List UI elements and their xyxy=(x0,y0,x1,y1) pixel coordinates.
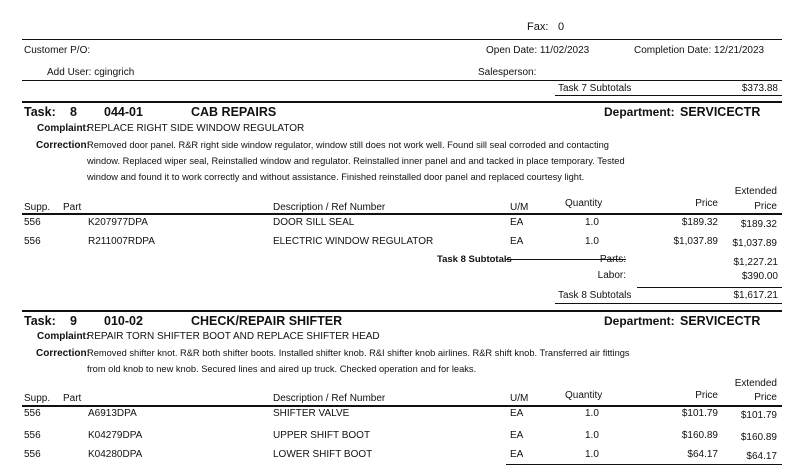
row-description: UPPER SHIFT BOOT xyxy=(273,430,371,441)
row-um: EA xyxy=(510,236,524,247)
task8-correction-line-1: Removed door panel. R&R right side window regulator, window still does not work well. Found sill seal corroded and contacting xyxy=(87,140,609,150)
row-supp: 556 xyxy=(24,217,41,228)
row-um: EA xyxy=(510,449,524,460)
task8-col-supp: Supp. xyxy=(24,202,51,213)
task7-subtotal-value: $373.88 xyxy=(741,83,778,94)
task7-subtotal-label: Task 7 Subtotals xyxy=(558,83,632,94)
row-extended: $101.79 xyxy=(740,410,777,421)
task8-task-label: Task: xyxy=(24,105,56,119)
row-description: ELECTRIC WINDOW REGULATOR xyxy=(273,236,434,247)
row-price: $189.32 xyxy=(681,217,718,228)
task8-number: 8 xyxy=(70,105,77,119)
fax-value: 0 xyxy=(558,21,565,33)
row-extended: $189.32 xyxy=(740,219,777,230)
task8-labor-value: $390.00 xyxy=(741,271,778,282)
task8-total-overline xyxy=(637,287,782,288)
task9-task-label: Task: xyxy=(24,314,56,328)
row-extended: $64.17 xyxy=(746,451,777,462)
row-part: R211007RDPA xyxy=(88,236,155,247)
row-extended: $1,037.89 xyxy=(732,238,777,249)
task9-rule xyxy=(22,310,782,312)
customer-po-label: Customer P/O: xyxy=(24,45,91,56)
task8-total-value: $1,617.21 xyxy=(733,290,778,301)
task9-correction-label: Correction: xyxy=(36,348,90,359)
row-description: LOWER SHIFT BOOT xyxy=(273,449,373,460)
row-quantity: 1.0 xyxy=(585,449,599,460)
task8-correction-line-2: window. Replaced wiper seal, Reinstalled window and regulator. Reinstalled inner panel and and tacked in place temporary. Tested xyxy=(87,156,625,166)
row-supp: 556 xyxy=(24,236,41,247)
task8-col-description: Description / Ref Number xyxy=(273,202,386,213)
row-price: $160.89 xyxy=(681,430,718,441)
row-part: K04279DPA xyxy=(88,430,143,441)
task9-complaint: REPAIR TORN SHIFTER BOOT AND REPLACE SHIFTER HEAD xyxy=(87,331,380,342)
row-description: DOOR SILL SEAL xyxy=(273,217,355,228)
task9-col-extended: Extended xyxy=(734,378,777,389)
task9-department-label: Department: xyxy=(604,314,675,328)
header-rule-bottom xyxy=(22,80,782,81)
completion-date: Completion Date: 12/21/2023 xyxy=(634,45,765,56)
row-extended: $160.89 xyxy=(740,432,777,443)
row-quantity: 1.0 xyxy=(585,217,599,228)
task8-parts-value: $1,227.21 xyxy=(733,257,778,268)
task9-col-supp: Supp. xyxy=(24,393,51,404)
task8-department-label: Department: xyxy=(604,105,675,119)
task8-total-label: Task 8 Subtotals xyxy=(558,290,632,301)
task9-col-extended-price: Price xyxy=(754,392,777,403)
salesperson-label: Salesperson: xyxy=(478,67,537,78)
task8-parts-label: Parts: xyxy=(599,254,626,265)
task8-col-price: Price xyxy=(695,198,718,209)
task9-col-um: U/M xyxy=(510,393,529,404)
task9-correction-line-1: Removed shifter knot. R&R both shifter boots. Installed shifter knob. R&I shifter knob airlines. R&R shift knob. Transferred air fittings xyxy=(87,348,630,358)
row-part: K04280DPA xyxy=(88,449,143,460)
row-quantity: 1.0 xyxy=(585,408,599,419)
task8-col-um: U/M xyxy=(510,202,529,213)
task8-total-underline xyxy=(555,303,782,304)
task8-col-part: Part xyxy=(63,202,82,213)
fax-label: Fax: xyxy=(527,21,549,33)
row-supp: 556 xyxy=(24,408,41,419)
add-user: Add User: cgingrich xyxy=(47,67,135,78)
task9-col-description: Description / Ref Number xyxy=(273,393,386,404)
task8-code: 044-01 xyxy=(104,105,143,119)
row-price: $1,037.89 xyxy=(673,236,718,247)
task9-bottom-rule xyxy=(506,464,782,465)
row-quantity: 1.0 xyxy=(585,430,599,441)
task9-name: CHECK/REPAIR SHIFTER xyxy=(191,314,343,328)
task8-rule xyxy=(22,101,782,103)
row-supp: 556 xyxy=(24,449,41,460)
task9-col-price: Price xyxy=(695,390,718,401)
task8-department: SERVICECTR xyxy=(680,105,761,119)
task9-header-rule xyxy=(22,405,782,407)
task8-complaint-label: Complaint: xyxy=(37,123,90,134)
task8-labor-label: Labor: xyxy=(597,270,626,281)
row-um: EA xyxy=(510,430,524,441)
task9-number: 9 xyxy=(70,314,77,328)
row-part: A6913DPA xyxy=(88,408,137,419)
task9-complaint-label: Complaint: xyxy=(37,331,90,342)
task9-correction-line-2: from old knob to new knob. Secured lines and aired up truck. Checked operation and for leaks. xyxy=(87,364,477,374)
row-um: EA xyxy=(510,217,524,228)
task8-correction-label: Correction: xyxy=(36,140,90,151)
task8-col-extended-price: Price xyxy=(754,201,777,212)
task8-complaint: REPLACE RIGHT SIDE WINDOW REGULATOR xyxy=(87,123,305,134)
row-quantity: 1.0 xyxy=(585,236,599,247)
task7-subtotal-underline xyxy=(555,95,782,96)
task9-col-quantity: Quantity xyxy=(565,390,603,401)
row-price: $64.17 xyxy=(687,449,718,460)
row-description: SHIFTER VALVE xyxy=(273,408,350,419)
row-um: EA xyxy=(510,408,524,419)
header-rule-top xyxy=(22,39,782,40)
task8-correction-line-3: window and found it to work correctly and without assistance. Finished reinstalled door panel and replaced courtesy light. xyxy=(87,172,585,182)
task8-header-rule xyxy=(22,213,782,215)
task9-code: 010-02 xyxy=(104,314,143,328)
open-date: Open Date: 11/02/2023 xyxy=(486,45,590,56)
task8-name: CAB REPAIRS xyxy=(191,105,277,119)
task9-department: SERVICECTR xyxy=(680,314,761,328)
row-supp: 556 xyxy=(24,430,41,441)
task8-col-extended: Extended xyxy=(734,186,777,197)
task8-col-quantity: Quantity xyxy=(565,198,603,209)
task8-subtotals-title: Task 8 Subtotals xyxy=(437,254,512,265)
row-part: K207977DPA xyxy=(88,217,148,228)
row-price: $101.79 xyxy=(681,408,718,419)
task9-col-part: Part xyxy=(63,393,82,404)
